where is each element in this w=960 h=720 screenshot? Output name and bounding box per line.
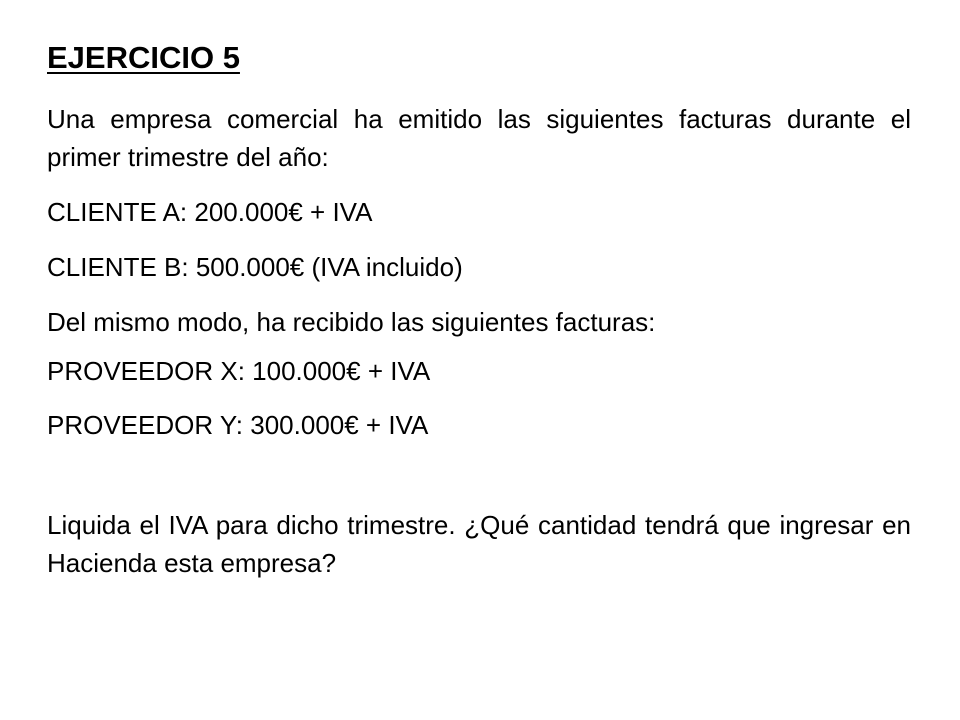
intro-paragraph: Una empresa comercial ha emitido las siguientes facturas durante el primer trimestre del año: [47, 104, 911, 172]
invoice-cliente-b: CLIENTE B: 500.000€ (IVA incluido) [47, 252, 463, 282]
invoice-cliente-a: CLIENTE A: 200.000€ + IVA [47, 197, 373, 227]
invoice-proveedor-y: PROVEEDOR Y: 300.000€ + IVA [47, 410, 429, 440]
exercise-title: EJERCICIO 5 [47, 40, 240, 75]
invoice-proveedor-x: PROVEEDOR X: 100.000€ + IVA [47, 356, 431, 386]
received-invoices-intro: Del mismo modo, ha recibido las siguientes facturas: [47, 307, 656, 337]
question-paragraph: Liquida el IVA para dicho trimestre. ¿Qué cantidad tendrá que ingresar en Hacienda esta empresa? [47, 510, 911, 578]
